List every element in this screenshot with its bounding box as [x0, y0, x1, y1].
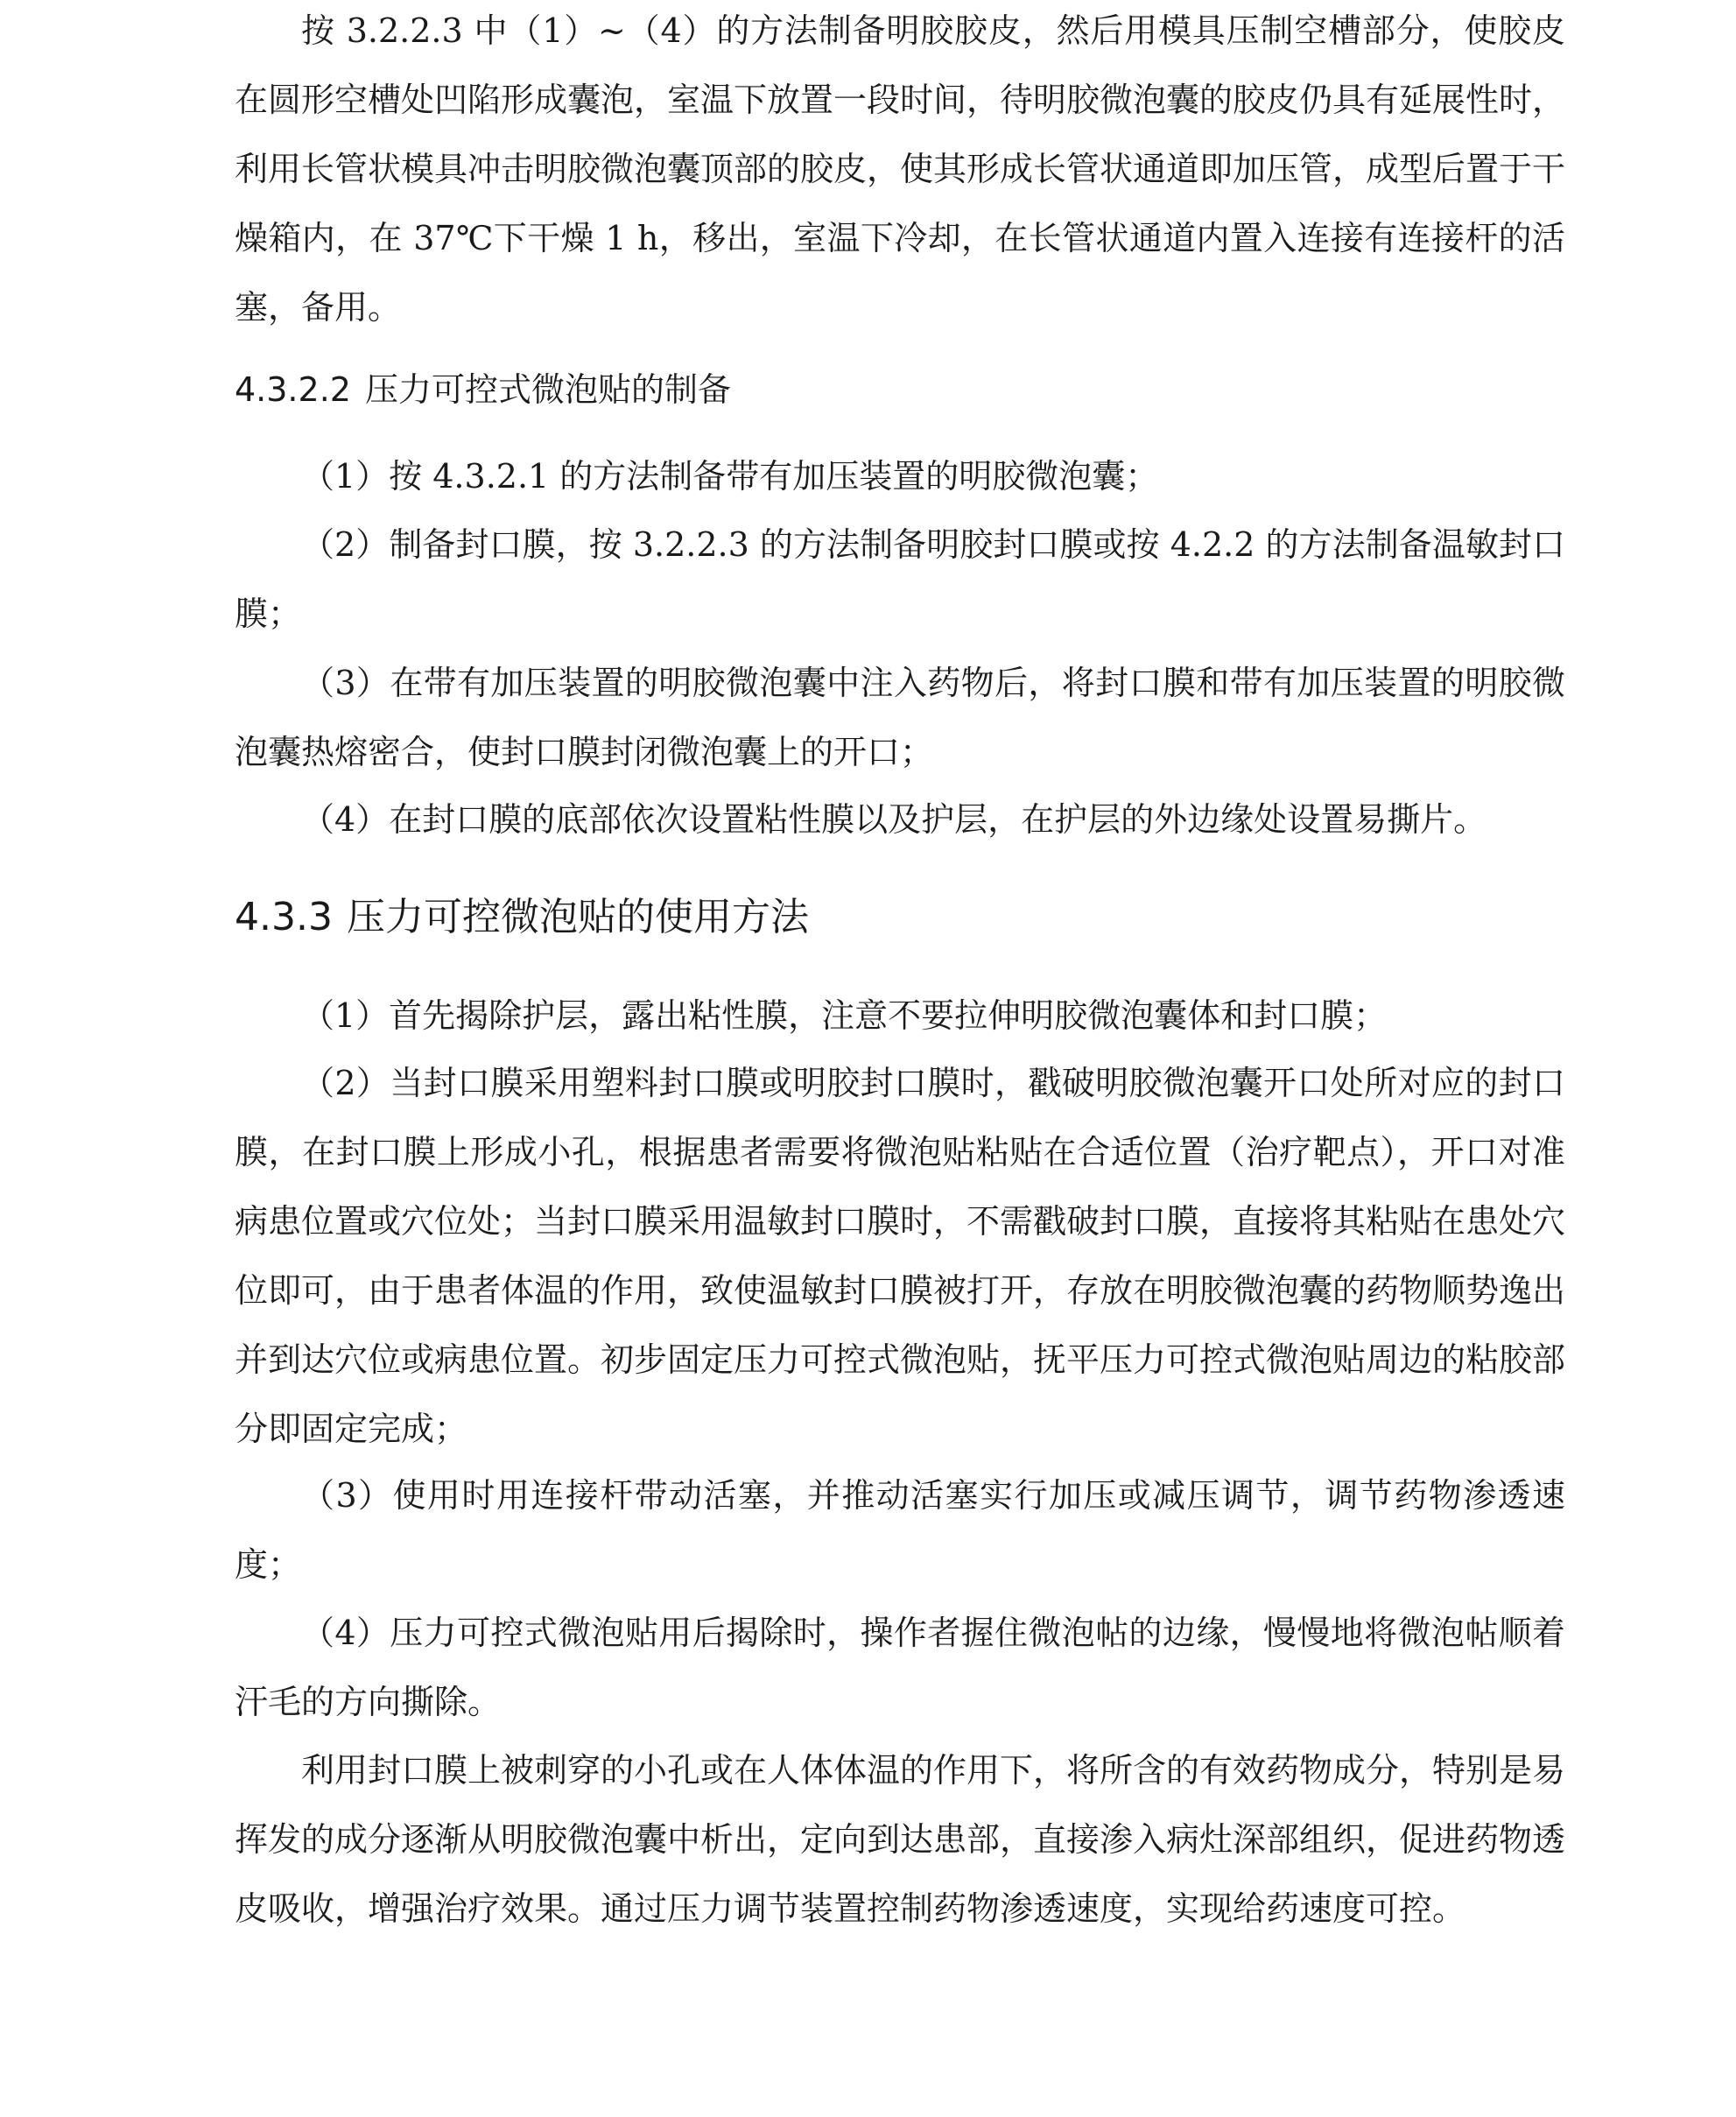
intro-paragraph: 按 3.2.2.3 中（1）~（4）的方法制备明胶胶皮，然后用模具压制空槽部分，使胶皮在圆形空槽处凹陷形成囊泡，室温下放置一段时间，待明胶微泡囊的胶皮仍具有延展性时，利用长管状模具冲击明胶微泡囊顶部的胶皮，使其形成长管状通道即加压管，成型后置于干燥箱内，在 37℃下干燥 1 h，移出，室温下冷却，在长管状通道内置入连接有连接杆的活塞，备用。: [235, 11, 1566, 327]
section-number: 4.3.3: [235, 895, 333, 939]
list-item-4322-1: （1）按 4.3.2.1 的方法制备带有加压装置的明胶微泡囊；: [301, 457, 1159, 496]
list-item-433-4: （4）压力可控式微泡贴用后揭除时，操作者握住微泡帖的边缘，慢慢地将微泡帖顺着汗毛的方向撕除。: [235, 1614, 1565, 1721]
section-title: 压力可控微泡贴的使用方法: [346, 895, 809, 939]
subsection-title: 压力可控式微泡贴的制备: [364, 370, 731, 409]
section-heading-433: [235, 891, 809, 944]
list-item-4322-2: （2）制备封口膜，按 3.2.2.3 的方法制备明胶封口膜或按 4.2.2 的方法制备温敏封口膜；: [235, 525, 1565, 633]
closing-paragraph: 利用封口膜上被刺穿的小孔或在人体体温的作用下，将所含的有效药物成分，特别是易挥发的成分逐渐从明胶微泡囊中析出，定向到达患部，直接渗入病灶深部组织，促进药物透皮吸收，增强治疗效果。通过压力调节装置控制药物渗透速度，实现给药速度可控。: [235, 1751, 1566, 1928]
list-item-433-2: （2）当封口膜采用塑料封口膜或明胶封口膜时，戳破明胶微泡囊开口处所对应的封口膜，在封口膜上形成小孔，根据患者需要将微泡贴粘贴在合适位置（治疗靶点），开口对准病患位置或穴位处；当封口膜采用温敏封口膜时，不需戳破封口膜，直接将其粘贴在患处穴位即可，由于患者体温的作用，致使温敏封口膜被打开，存放在明胶微泡囊的药物顺势逸出并到达穴位或病患位置。初步固定压力可控式微泡贴，抚平压力可控式微泡贴周边的粘胶部分即固定完成；: [235, 1064, 1566, 1448]
list-item-433-1: （1）首先揭除护层，露出粘性膜，注意不要拉伸明胶微泡囊体和封口膜；: [301, 996, 1388, 1035]
subsection-number: 4.3.2.2: [235, 370, 351, 409]
list-item-4322-4: （4）在封口膜的底部依次设置粘性膜以及护层，在护层的外边缘处设置易撕片。: [301, 800, 1487, 839]
list-item-433-3: （3）使用时用连接杆带动活塞，并推动活塞实行加压或减压调节，调节药物渗透速度；: [235, 1476, 1565, 1584]
list-item-4322-3: （3）在带有加压装置的明胶微泡囊中注入药物后，将封口膜和带有加压装置的明胶微泡囊热熔密合，使封口膜封闭微泡囊上的开口；: [235, 664, 1565, 771]
subsection-heading-4322: [235, 368, 731, 411]
